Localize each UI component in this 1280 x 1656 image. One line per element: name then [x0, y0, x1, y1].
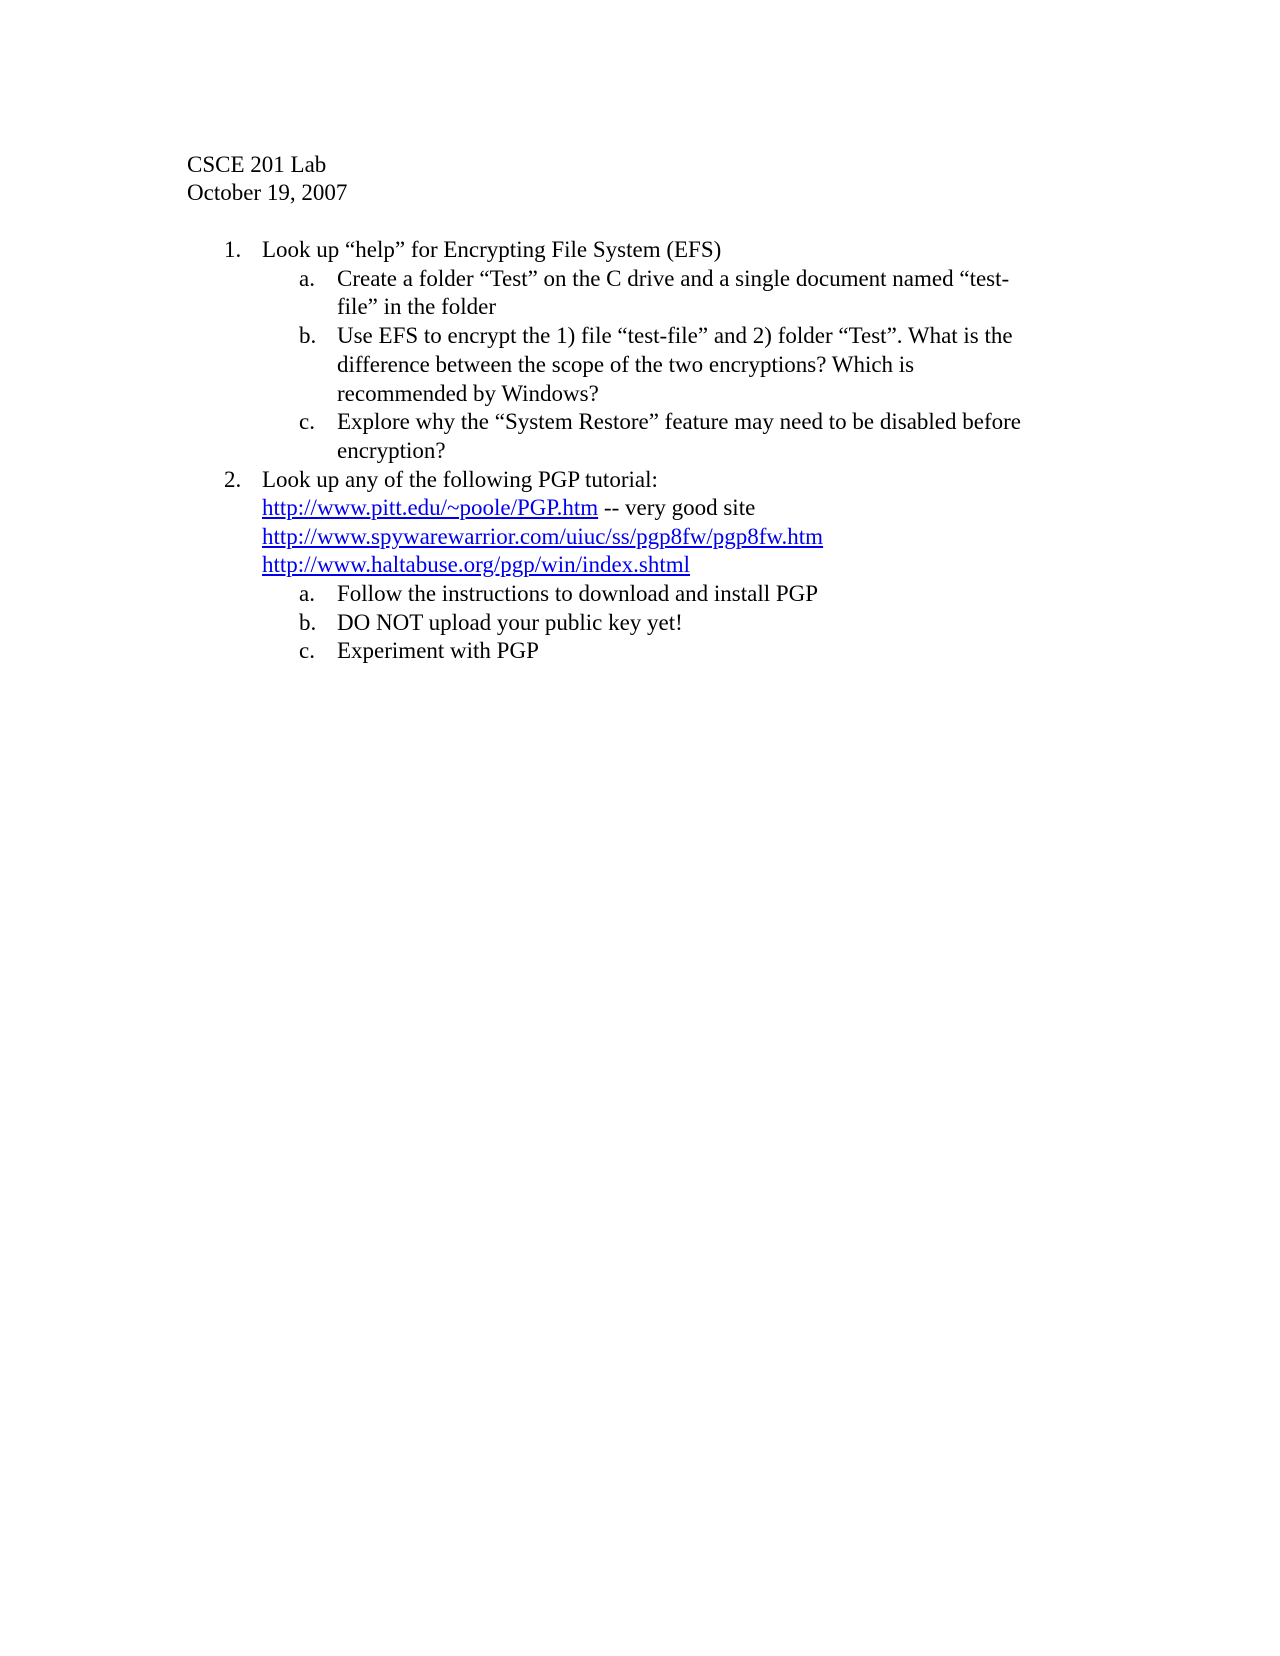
item-1a-line-2: file” in the folder — [337, 294, 497, 319]
item-2-marker: 2. — [224, 467, 242, 492]
item-2b-marker: b. — [299, 610, 317, 635]
item-2c-marker: c. — [299, 638, 315, 663]
item-1-text: Look up “help” for Encrypting File System (EFS) — [262, 237, 722, 262]
item-2-text: Look up any of the following PGP tutorial: — [262, 467, 658, 492]
document-date: October 19, 2007 — [187, 180, 348, 205]
item-1b-line-2: difference between the scope of the two encryptions? Which is — [337, 352, 915, 377]
item-1c-line-1: Explore why the “System Restore” feature may need to be disabled before — [337, 409, 1022, 434]
item-1b-line-3: recommended by Windows? — [337, 381, 599, 406]
item-1a-line-1: Create a folder “Test” on the C drive and a single document named “test- — [337, 266, 1010, 291]
spywarewarrior-pgp-link[interactable]: http://www.spywarewarrior.com/uiuc/ss/pgp8fw/pgp8fw.htm — [262, 524, 824, 549]
tutorial-link-row-2 — [262, 523, 823, 551]
item-1-marker: 1. — [224, 237, 242, 262]
item-1c-marker: c. — [299, 409, 315, 434]
pitt-pgp-note: -- very good site — [598, 495, 756, 520]
item-2b-text: DO NOT upload your public key yet! — [337, 610, 683, 635]
item-2a-text: Follow the instructions to download and install PGP — [337, 581, 819, 606]
pitt-pgp-link[interactable]: http://www.pitt.edu/~poole/PGP.htm — [262, 495, 599, 520]
item-1a-marker: a. — [299, 266, 315, 291]
item-1b-marker: b. — [299, 323, 317, 348]
tutorial-link-row-1 — [262, 494, 755, 522]
item-1c-line-2: encryption? — [337, 438, 446, 463]
tutorial-link-row-3 — [262, 551, 690, 579]
course-title: CSCE 201 Lab — [187, 152, 327, 177]
item-2c-text: Experiment with PGP — [337, 638, 539, 663]
haltabuse-pgp-link[interactable]: http://www.haltabuse.org/pgp/win/index.shtml — [262, 552, 691, 577]
item-1b-line-1: Use EFS to encrypt the 1) file “test-file” and 2) folder “Test”. What is the — [337, 323, 1013, 348]
item-2a-marker: a. — [299, 581, 315, 606]
